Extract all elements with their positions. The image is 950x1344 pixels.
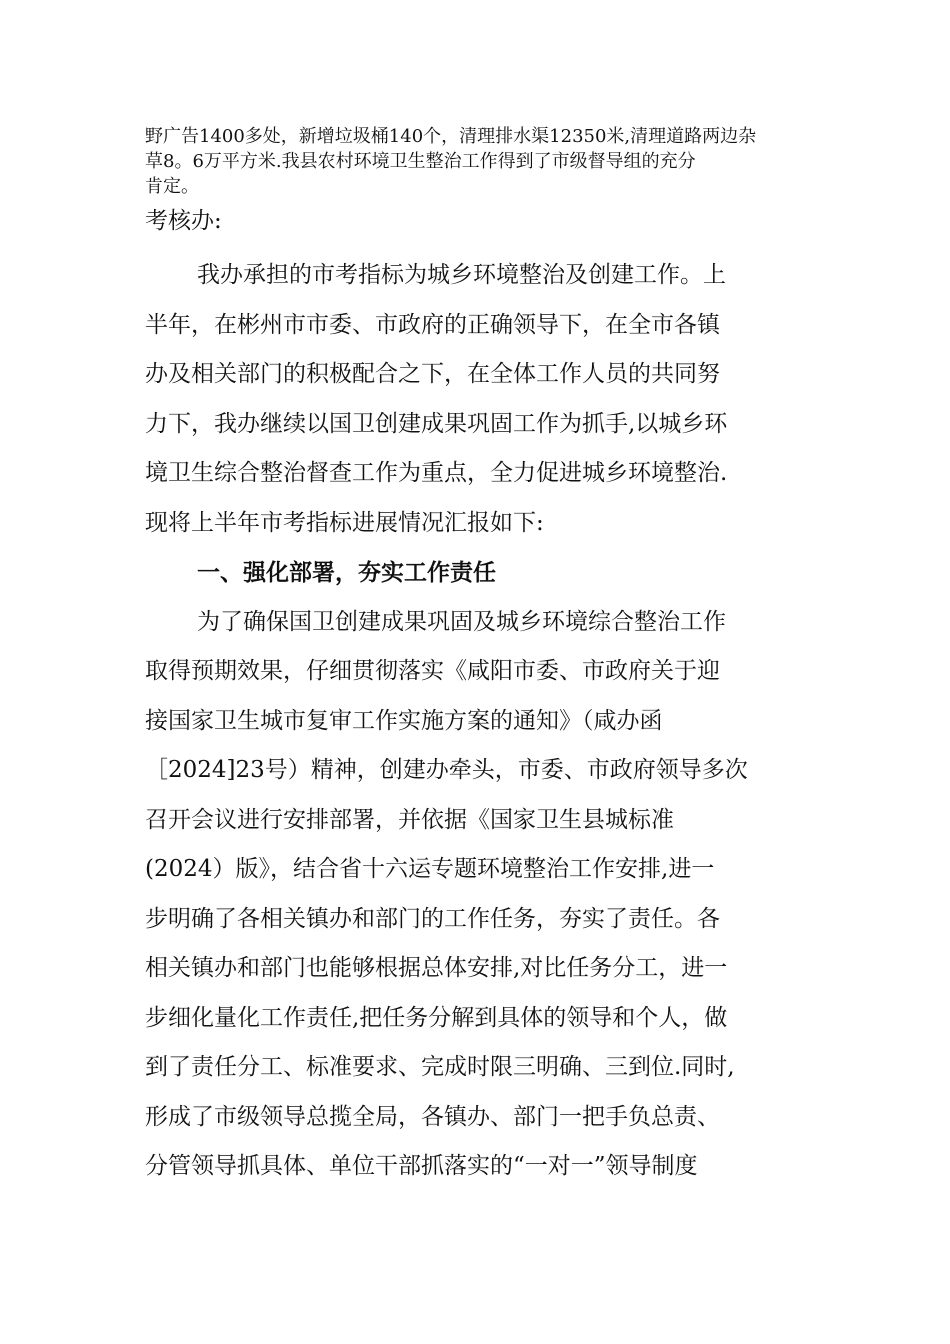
paragraph-line: 步明确了各相关镇办和部门的工作任务，夯实了责任。各 xyxy=(145,905,720,932)
intro-line: 野广告1400多处，新增垃圾桶140个，清理排水渠12350米,清理道路两边杂 xyxy=(145,126,757,147)
paragraph-line: 办及相关部门的积极配合之下，在全体工作人员的共同努 xyxy=(145,361,720,387)
paragraph-line: (2024）版》，结合省十六运专题环境整治工作安排,进一 xyxy=(145,856,715,882)
paragraph-line: 召开会议进行安排部署，并依据《国家卫生县城标准 xyxy=(145,806,674,833)
paragraph-line: 接国家卫生城市复审工作实施方案的通知》（咸办函 xyxy=(145,707,663,734)
paragraph-line: 取得预期效果，仔细贯彻落实《咸阳市委、市政府关于迎 xyxy=(145,658,720,684)
body-paragraphs xyxy=(145,251,825,1192)
paragraph-line: 步细化量化工作责任,把任务分解到具体的领导和个人，做 xyxy=(145,1004,728,1031)
paragraph-line: 半年，在彬州市市委、市政府的正确领导下，在全市各镇 xyxy=(145,311,720,338)
paragraph-line: ［2024]23号）精神，创建办牵头，市委、市政府领导多次 xyxy=(145,757,748,783)
paragraph-line: 相关镇办和部门也能够根据总体安排,对比任务分工，进一 xyxy=(145,955,728,981)
paragraph-line: 现将上半年市考指标进展情况汇报如下: xyxy=(145,509,544,536)
paragraph-line: 形成了市级领导总揽全局，各镇办、部门一把手负总责、 xyxy=(145,1103,720,1130)
intro-line: 草8。6万平方米.我县农村环境卫生整治工作得到了市级督导组的充分 xyxy=(145,151,696,172)
paragraph-line: 分管领导抓具体、单位干部抓落实的“一对一”领导制度 xyxy=(145,1153,698,1179)
section-label: 考核办: xyxy=(145,208,222,234)
intro-line: 肯定。 xyxy=(145,176,199,197)
paragraph-line: 为了确保国卫创建成果巩固及城乡环境综合整治工作 xyxy=(197,608,726,635)
paragraph-line: 力下，我办继续以国卫创建成果巩固工作为抓手,以城乡环 xyxy=(145,410,728,437)
paragraph-line: 我办承担的市考指标为城乡环境整治及创建工作。上 xyxy=(197,262,726,288)
intro-paragraph xyxy=(145,124,825,199)
paragraph-line: 境卫生综合整治督查工作为重点，全力促进城乡环境整治. xyxy=(145,460,728,486)
section-heading: 一、强化部署，夯实工作责任 xyxy=(197,559,496,586)
paragraph-line: 到了责任分工、标准要求、完成时限三明确、三到位.同时, xyxy=(145,1054,735,1080)
